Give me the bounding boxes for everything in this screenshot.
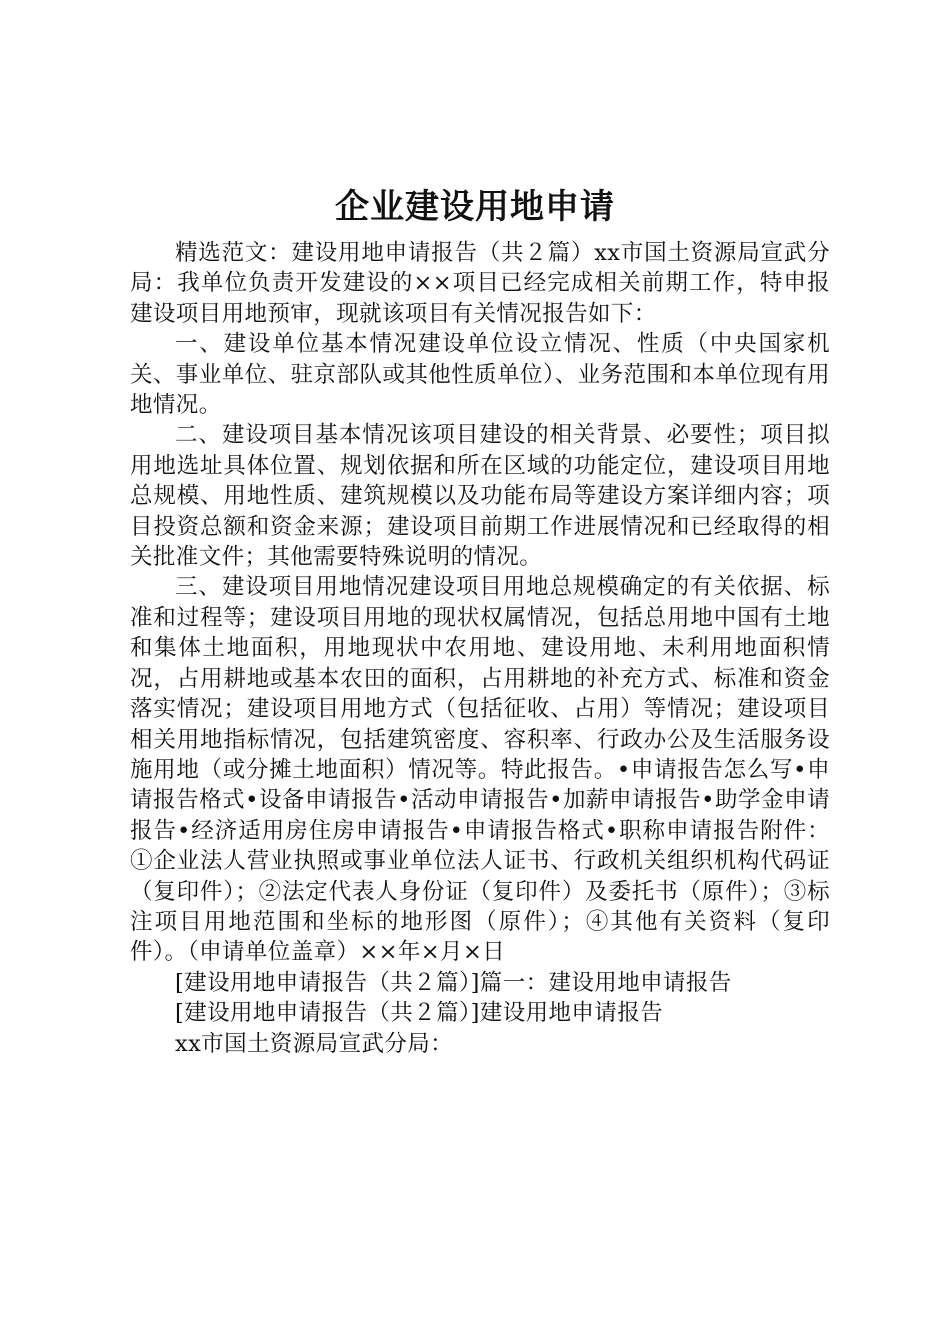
document-title: 企业建设用地申请: [335, 187, 615, 227]
paragraph-section-3: 三、建设项目用地情况建设项目用地总规模确定的有关依据、标准和过程等；建设项目用地的现状权属情况，包括总用地中国有土地和集体土地面积，用地现状中农用地、建设用地、未利用地面积情况，占用耕地或基本农田的面积，占用耕地的补充方式、标准和资金落实情况；建设项目用地方式（包括征收、占用）等情况；建设项目相关用地指标情况，包括建筑密度、容积率、行政办公及生活服务设施用地（或分摊土地面积）情况等。特此报告。•申请报告怎么写•申请报告格式•设备申请报告•活动申请报告•加薪申请报告•助学金申请报告•经济适用房住房申请报告•申请报告格式•职称申请报告附件：①企业法人营业执照或事业单位法人证书、行政机关组织机构代码证（复印件）；②法定代表人身份证（复印件）及委托书（原件）；③标注项目用地范围和坐标的地形图（原件）；④其他有关资料（复印件）。（申请单位盖章）××年×月×日: [130, 574, 830, 966]
paragraph-heading-2: [建设用地申请报告（共２篇）]建设用地申请报告: [175, 1000, 664, 1027]
paragraph-section-1: 一、建设单位基本情况建设单位设立情况、性质（中央国家机关、事业单位、驻京部队或其他性质单位）、业务范围和本单位现有用地情况。: [130, 331, 830, 419]
paragraph-section-2: 二、建设项目基本情况该项目建设的相关背景、必要性；项目拟用地选址具体位置、规划依据和所在区域的功能定位，建设项目用地总规模、用地性质、建筑规模以及功能布局等建设方案详细内容；项目投资总额和资金来源；建设项目前期工作进展情况和已经取得的相关批准文件；其他需要特殊说明的情况。: [130, 422, 830, 571]
paragraph-heading-1: [建设用地申请报告（共２篇）]篇一：建设用地申请报告: [175, 969, 732, 996]
paragraph-intro: 精选范文：建设用地申请报告（共２篇）xx市国土资源局宣武分局：我单位负责开发建设的××项目已经完成相关前期工作，特申报建设项目用地预审，现就该项目有关情况报告如下：: [130, 240, 830, 327]
paragraph-salutation: xx市国土资源局宣武分局：: [175, 1030, 454, 1057]
document-body: [130, 238, 830, 1059]
